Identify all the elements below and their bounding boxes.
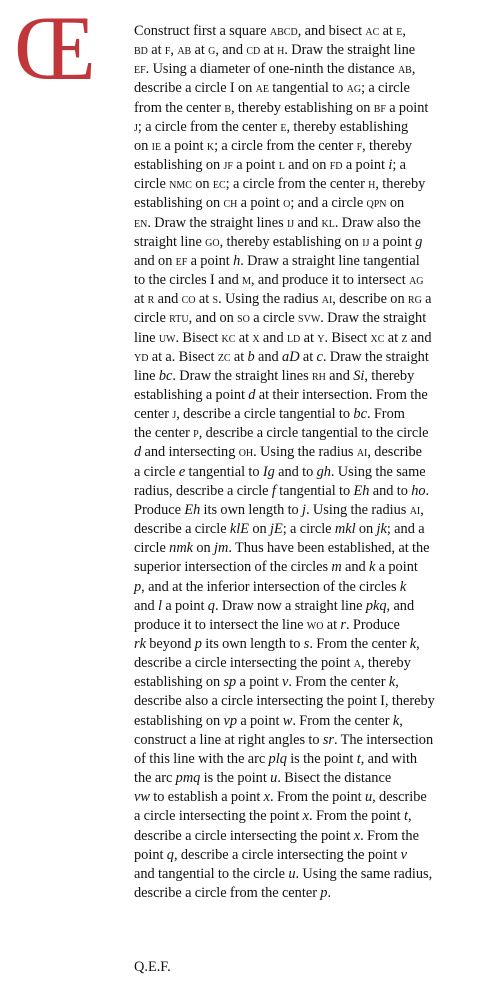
text-line: the arc pmq is the point u. Bisect the distance — [134, 770, 392, 787]
text-line: a circle e tangential to Ig and to gh. Using the same — [134, 463, 426, 480]
text-line: of this line with the arc plq is the point t, and with — [134, 750, 418, 767]
text-line: a circle intersecting the point x. From the point t, — [134, 808, 412, 825]
text-line: and tangential to the circle u. Using the same radius, — [134, 865, 433, 882]
text-line: line uw. Bisect kc at x and ld at y. Bisect xc at z and — [134, 329, 432, 346]
text-line: describe also a circle intersecting the point I, thereby — [134, 693, 435, 710]
text-line: center j, describe a circle tangential to bc. From — [134, 406, 405, 423]
text-line: en. Draw the straight lines ij and kl. Draw also the — [134, 214, 421, 231]
text-line: yd at a. Bisect zc at b and aD at c. Draw the straight — [134, 348, 429, 365]
text-line: point q, describe a circle intersecting the point v — [134, 846, 407, 863]
text-line: establishing on ch a point o; and a circle qpn on — [134, 195, 405, 212]
text-line: superior intersection of the circles m and k a point — [134, 559, 418, 576]
text-line: describe a circle intersecting the point a, thereby — [134, 655, 411, 672]
text-line: j; a circle from the center e, thereby establishing — [134, 118, 409, 135]
text-line: line bc. Draw the straight lines rh and Si, thereby — [134, 367, 415, 384]
text-line: vw to establish a point x. From the point u, describe — [134, 789, 427, 806]
text-line: circle rtu, and on so a circle svw. Draw the straight — [134, 310, 427, 327]
text-line: at r and co at s. Using the radius ai, describe on rg a — [134, 291, 432, 308]
text-line: from the center b, thereby establishing on bf a point — [134, 99, 429, 116]
text-line: establishing on vp a point w. From the center k, — [134, 712, 403, 729]
text-line: describe a circle intersecting the point x. From the — [134, 827, 419, 844]
text-line: ef. Using a diameter of one-ninth the distance ab, — [134, 61, 416, 78]
qef-closing: Q.E.F. — [134, 959, 171, 975]
text-line: Construct first a square abcd, and bisect ac at e, — [134, 23, 406, 39]
text-line: describe a circle klE on jE; a circle mkl on jk; and a — [134, 521, 425, 538]
text-line: the center p, describe a circle tangential to the circle — [134, 425, 429, 442]
text-line: establishing a point d at their intersection. From the — [134, 386, 428, 403]
text-line: establishing on jf a point l and on fd a point i; a — [134, 157, 406, 174]
text-line: produce it to intersect the line wo at r. Produce — [134, 616, 400, 633]
text-line: radius, describe a circle f tangential to Eh and to ho. — [134, 482, 430, 499]
text-line: p, and at the inferior intersection of the circles k — [134, 578, 407, 595]
text-line: establishing on sp a point v. From the center k, — [134, 674, 399, 691]
text-line: and l a point q. Draw now a straight line pkq, and — [134, 597, 415, 614]
text-line: rk beyond p its own length to s. From the center k, — [134, 636, 420, 652]
text-line: straight line go, thereby establishing on ij a point g — [134, 233, 423, 250]
text-line: bd at f, ab at g, and cd at h. Draw the straight line — [134, 42, 416, 59]
text-line: construct a line at right angles to sr. The intersection — [134, 731, 434, 748]
text-line: to the circles I and m, and produce it to intersect ag — [134, 272, 424, 289]
text-line: circle nmk on jm. Thus have been established, at the — [134, 540, 430, 557]
text-line: d and intersecting oh. Using the radius ai, describe — [134, 444, 423, 461]
text-line: and on ef a point h. Draw a straight line tangential — [134, 252, 420, 269]
text-line: describe a circle I on ae tangential to ag; a circle — [134, 80, 410, 97]
text-line: circle nmc on ec; a circle from the center h, thereby — [134, 176, 426, 193]
drop-cap-initial: Œ — [14, 0, 86, 99]
text-line: on ie a point k; a circle from the center f, thereby — [134, 137, 413, 154]
construction-text — [134, 22, 486, 903]
text-line: Produce Eh its own length to j. Using the radius ai, — [134, 501, 424, 518]
text-line: describe a circle from the center p. — [134, 885, 332, 902]
